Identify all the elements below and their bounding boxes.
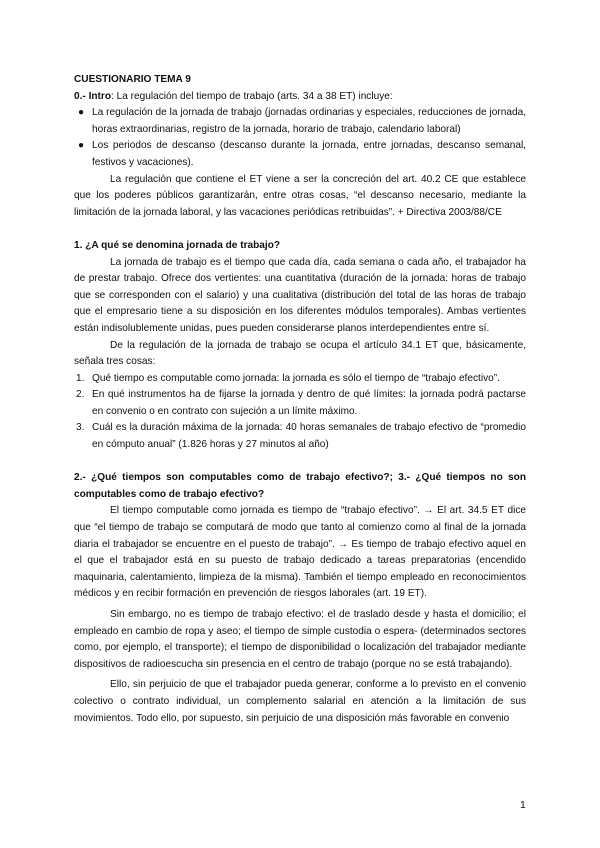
list-item	[74, 138, 526, 171]
list-number: 3.	[76, 422, 85, 434]
section-heading-1: 1. ¿A qué se denomina jornada de trabajo?	[74, 239, 281, 251]
intro-text: : La regulación del tiempo de trabajo (arts. 34 a 38 ET) incluye:	[111, 90, 393, 102]
intro-line	[74, 89, 526, 106]
list-number: 1.	[76, 372, 85, 384]
document-title: CUESTIONARIO TEMA 9	[74, 74, 191, 85]
section-heading-2: 2.- ¿Qué tiempos son computables como de trabajo efectivo?; 3.- ¿Qué tiempos no son computables como de trabajo efectivo?	[74, 472, 526, 500]
intro-paragraph: La regulación que contiene el ET viene a ser la concreción del art. 40.2 CE que establece que los poderes públicos garantizarán, entre otras cosas, “el descanso necesario, mediante la limitación de la jornada laboral, y las vacaciones periódicas retribuidas”. + Directiva 2003/88/CE	[74, 173, 526, 218]
q2-paragraph-1: El tiempo computable como jornada es tiempo de “trabajo efectivo”. → El art. 34.5 ET dice que “el tiempo de trabajo se computará de modo que tanto al comienzo como al final de la jornada diaria el trabajador se encuentre en el puesto de trabajo”. → Es tiempo de trabajo efectivo aquel en el que el trabajador está en su puesto de trabajo dedicado a tareas preparatorias (encendido maquinaria, calentamiento, limpieza de la misma). También el tiempo empleado en reconocimientos médicos y en recibir formación en prevención de riesgos laborales (art. 19 ET).	[74, 505, 526, 600]
list-item-text: Cuál es la duración máxima de la jornada: 40 horas semanales de trabajo efectivo de “promedio en cómputo anual” (1.826 horas y 27 minutos al año)	[92, 422, 526, 451]
list-item	[74, 387, 526, 420]
q1-paragraph-2: De la regulación de la jornada de trabajo se ocupa el artículo 34.1 ET que, básicamente, señala tres cosas:	[74, 339, 526, 368]
page-number: 1	[520, 799, 526, 811]
list-item-text: Los periodos de descanso (descanso durante la jornada, entre jornadas, descanso semanal, festivos y vacaciones).	[92, 140, 526, 168]
q1-numbered-list	[74, 371, 526, 454]
spacer	[74, 454, 526, 471]
bullet-icon: ●	[78, 107, 85, 119]
spacer	[74, 221, 526, 238]
list-item-text: En qué instrumentos ha de fijarse la jornada y dentro de qué límites: la jornada podrá pactarse en convenio o en contrato con sujeción a un límite máximo.	[92, 389, 526, 417]
q1-paragraph-1: La jornada de trabajo es el tiempo que cada día, cada semana o cada año, el trabajador ha de prestar trabajo. Ofrece dos vertientes: una cuantitativa (duración de la jornada: horas de trabajo que se corresponden con el salario) y una cualitativa (distribución del total de las horas de trabajo que el empresario tiene a su disposición en los diferentes módulos temporales). Ambas vertientes están indisolublemente unidas, pues pueden considerarse planos interdependientes entre sí.	[74, 256, 526, 334]
q2-paragraph-2: Sin embargo, no es tiempo de trabajo efectivo: el de traslado desde y hasta el domicilio; el empleado en cambio de ropa y aseo; el tiempo de simple custodia o espera- (determinados sectores como, por ejemplo, el transporte); el tiempo de disponibilidad o localización del trabajador mediante dispositivos de radioescucha sin presencia en el centro de trabajo (porque no se está trabajando).	[74, 609, 526, 670]
bullet-icon: ●	[78, 140, 85, 152]
list-item	[74, 420, 526, 453]
document-body	[74, 72, 526, 727]
intro-bullet-list	[74, 105, 526, 171]
list-item	[74, 105, 526, 138]
list-item-text: Qué tiempo es computable como jornada: la jornada es sólo el tiempo de “trabajo efectivo”.	[92, 372, 500, 384]
list-number: 2.	[76, 389, 85, 401]
list-item-text: La regulación de la jornada de trabajo (jornadas ordinarias y especiales, reducciones de jornada, horas extraordinarias, registro de la jornada, horario de trabajo, calendario laboral)	[92, 107, 526, 135]
list-item	[74, 371, 526, 388]
q2-paragraph-3: Ello, sin perjuicio de que el trabajador pueda generar, conforme a lo previsto en el convenio colectivo o contrato individual, un complemento salarial en atención a la limitación de sus movimientos. Todo ello, por supuesto, sin perjuicio de una disposición más favorable en convenio	[74, 679, 526, 724]
intro-label: 0.- Intro	[74, 90, 112, 102]
